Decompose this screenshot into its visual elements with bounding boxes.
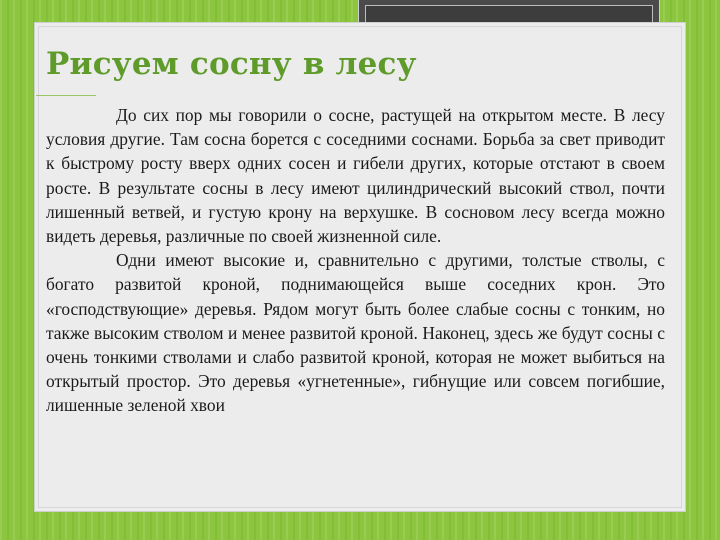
slide-body xyxy=(46,103,665,418)
slide-title: Рисуем сосну в лесу xyxy=(46,46,417,82)
paragraph-2: Одни имеют высокие и, сравнительно с другими, толстые стволы, с богато развитой кроной, поднимающейся выше соседних крон. Это «господствующие» деревья. Рядом могут быть более слабые сосны с тонким, но также высоким стволом и менее развитой кроной. Наконец, здесь же будут сосны с очень тонкими стволами и слабо развитой кроной, которая не может выбиться на открытый простор. Это деревья «угнетенные», гибнущие или совсем погибшие, лишенные зеленой хвои xyxy=(46,250,665,416)
title-underline xyxy=(36,95,96,96)
paragraph-1: До сих пор мы говорили о сосне, растущей на открытом месте. В лесу условия другие. Там сосна борется с соседними соснами. Борьба за свет приводит к быстрому росту вверх одних сосен и гибели других, которые отстают в своем росте. В результате сосны в лесу имеют цилиндрический высокий ствол, почти лишенный ветвей, и густую крону на верхушке. В сосновом лесу всегда можно видеть деревья, различные по своей жизненной силе. xyxy=(46,105,665,247)
